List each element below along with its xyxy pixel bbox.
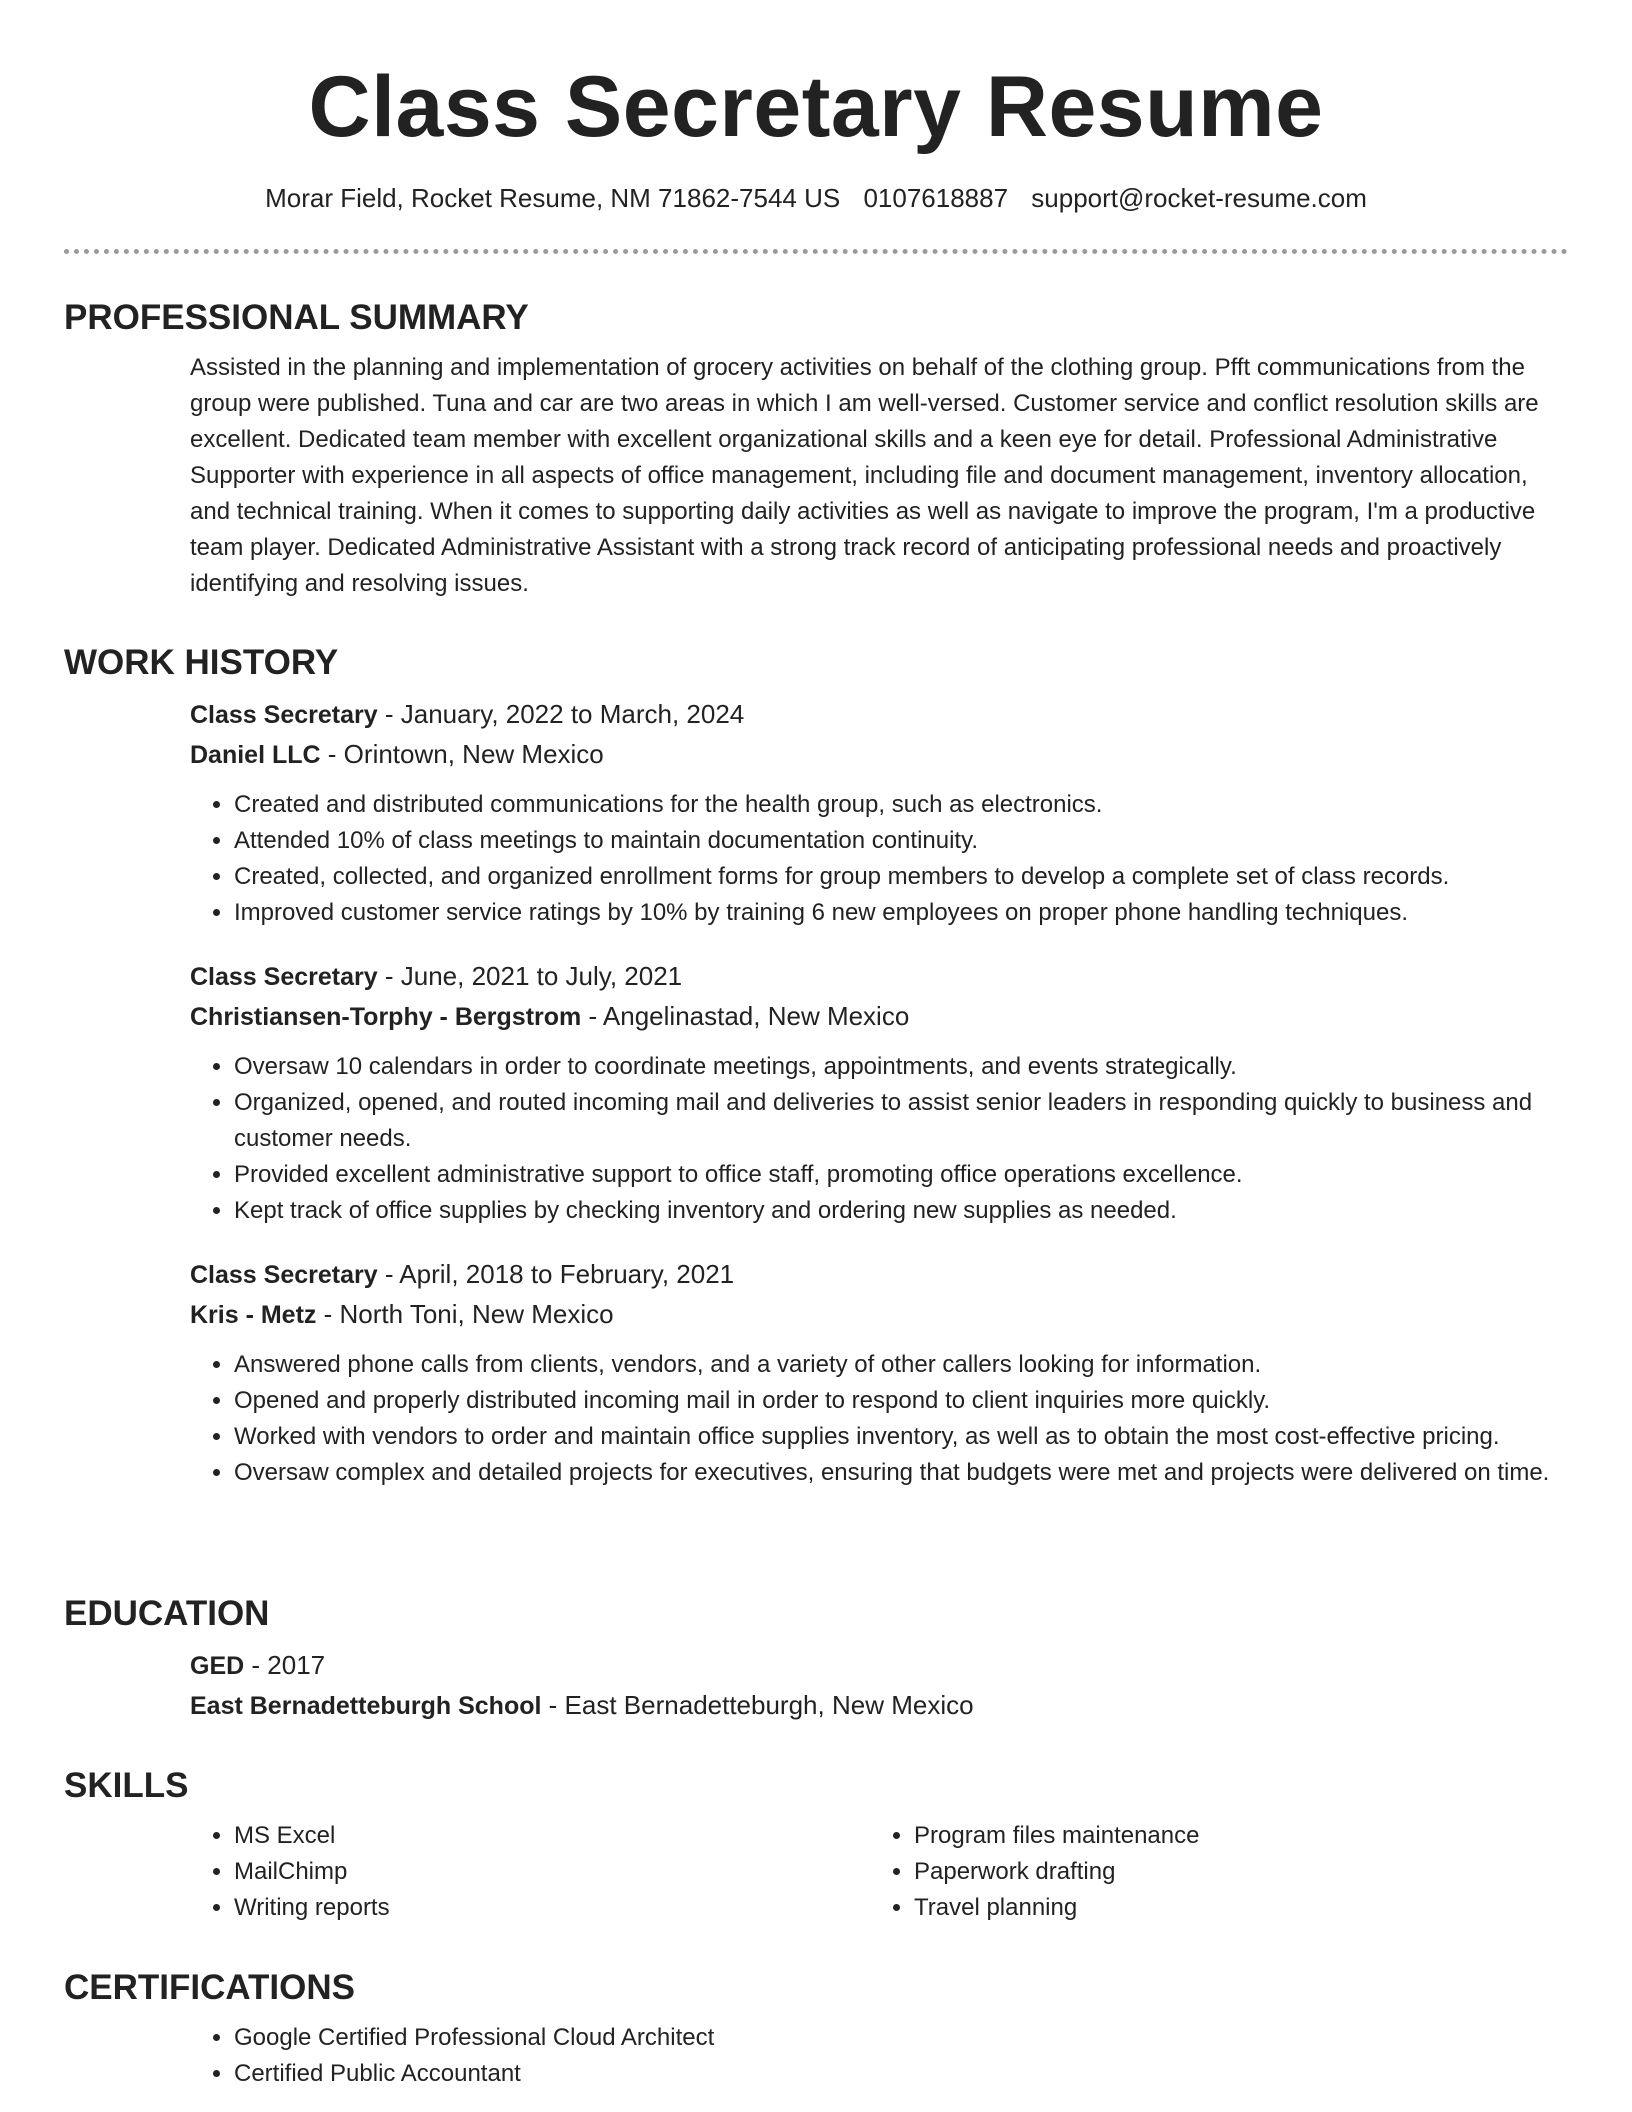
job-bullet: • Organized, opened, and routed incoming mail and deliveries to assist senior leaders in responding quickly to business and customer needs. bbox=[234, 1085, 1560, 1157]
job-location: - Orintown, New Mexico bbox=[320, 739, 604, 769]
job-location: - Angelinastad, New Mexico bbox=[581, 1001, 910, 1031]
summary-heading: PROFESSIONAL SUMMARY bbox=[64, 298, 529, 337]
job-location: - North Toni, New Mexico bbox=[316, 1299, 614, 1329]
job-bullet: • Oversaw complex and detailed projects for executives, ensuring that budgets were met and projects were delivered on time. bbox=[234, 1455, 1560, 1491]
skill-item: • Program files maintenance bbox=[914, 1818, 1550, 1854]
contact-address: Morar Field, Rocket Resume, NM 71862-7544 US bbox=[265, 183, 841, 213]
certification-item: • Google Certified Professional Cloud Architect bbox=[234, 2020, 1560, 2056]
job-role: Class Secretary bbox=[190, 1261, 378, 1289]
certifications-body bbox=[190, 2020, 1560, 2092]
skill-item: • Writing reports bbox=[234, 1890, 870, 1926]
job-company: Kris - Metz bbox=[190, 1301, 317, 1329]
job-bullet: • Created, collected, and organized enrollment forms for group members to develop a complete set of class records. bbox=[234, 859, 1560, 895]
job-company-line bbox=[190, 1295, 1560, 1335]
skill-item: • MS Excel bbox=[234, 1818, 870, 1854]
skills-grid bbox=[190, 1818, 1560, 1926]
job-bullets bbox=[190, 787, 1560, 931]
certifications-section bbox=[64, 1966, 1568, 2092]
job-bullet: • Answered phone calls from clients, vendors, and a variety of other callers looking for information. bbox=[234, 1347, 1560, 1383]
job-title-line bbox=[190, 1255, 1560, 1295]
education-location: - East Bernadetteburgh, New Mexico bbox=[541, 1690, 974, 1720]
job-entry bbox=[190, 957, 1560, 1229]
education-degree-line bbox=[190, 1646, 1560, 1686]
education-school: East Bernadetteburgh School bbox=[190, 1692, 542, 1720]
summary-body bbox=[190, 350, 1560, 602]
summary-text: Assisted in the planning and implementation of grocery activities on behalf of the clothing group. Pfft communications from the group were published. Tuna and car are two areas in which I am well-versed. Customer service and conflict resolution skills are excellent. Dedicated team member with excellent organizational skills and a keen eye for detail. Professional Administrative Supporter with experience in all aspects of office management, including file and document management, inventory allocation, and technical training. When it comes to supporting daily activities as well as navigate to improve the program, I'm a productive team player. Dedicated Administrative Assistant with a strong track record of anticipating professional needs and proactively identifying and resolving issues. bbox=[190, 354, 1539, 597]
job-bullet: • Oversaw 10 calendars in order to coordinate meetings, appointments, and events strategically. bbox=[234, 1049, 1560, 1085]
job-company: Christiansen-Torphy - Bergstrom bbox=[190, 1003, 582, 1031]
job-bullet: • Worked with vendors to order and maintain office supplies inventory, as well as to obtain the most cost-effective pricing. bbox=[234, 1419, 1560, 1455]
job-dates: - April, 2018 to February, 2021 bbox=[377, 1259, 735, 1289]
education-school-line bbox=[190, 1686, 1560, 1726]
skills-body bbox=[190, 1818, 1560, 1926]
skills-column-right bbox=[870, 1818, 1550, 1926]
job-entry bbox=[190, 1255, 1560, 1491]
education-degree: GED bbox=[190, 1652, 245, 1680]
job-bullets bbox=[190, 1049, 1560, 1229]
summary-section bbox=[64, 296, 1568, 602]
certifications-list bbox=[190, 2020, 1560, 2092]
contact-phone: 0107618887 bbox=[863, 183, 1009, 213]
certification-item: • Certified Public Accountant bbox=[234, 2056, 1560, 2092]
job-bullet: • Kept track of office supplies by checking inventory and ordering new supplies as needed. bbox=[234, 1193, 1560, 1229]
work-history-section bbox=[64, 641, 1568, 1491]
job-entry bbox=[190, 695, 1560, 931]
job-role: Class Secretary bbox=[190, 963, 378, 991]
job-bullet: • Attended 10% of class meetings to maintain documentation continuity. bbox=[234, 823, 1560, 859]
skill-item: • Paperwork drafting bbox=[914, 1854, 1550, 1890]
education-section bbox=[64, 1592, 1568, 1726]
skill-item: • MailChimp bbox=[234, 1854, 870, 1890]
skill-item: • Travel planning bbox=[914, 1890, 1550, 1926]
job-company-line bbox=[190, 735, 1560, 775]
job-title-line bbox=[190, 957, 1560, 997]
job-dates: - January, 2022 to March, 2024 bbox=[377, 699, 745, 729]
contact-line bbox=[64, 180, 1568, 216]
work-history-body bbox=[190, 695, 1560, 1491]
job-bullet: • Opened and properly distributed incoming mail in order to respond to client inquiries more quickly. bbox=[234, 1383, 1560, 1419]
job-title-line bbox=[190, 695, 1560, 735]
skills-section bbox=[64, 1764, 1568, 1926]
work-history-heading: WORK HISTORY bbox=[64, 643, 339, 682]
job-dates: - June, 2021 to July, 2021 bbox=[377, 961, 683, 991]
job-bullet: • Improved customer service ratings by 10% by training 6 new employees on proper phone handling techniques. bbox=[234, 895, 1560, 931]
header-divider bbox=[64, 249, 1568, 254]
contact-email: support@rocket-resume.com bbox=[1031, 183, 1367, 213]
job-company: Daniel LLC bbox=[190, 741, 321, 769]
job-bullet: • Created and distributed communications for the health group, such as electronics. bbox=[234, 787, 1560, 823]
resume-title: Class Secretary Resume bbox=[308, 59, 1324, 155]
job-company-line bbox=[190, 997, 1560, 1037]
skills-column-left bbox=[190, 1818, 870, 1926]
job-bullet: • Provided excellent administrative support to office staff, promoting office operations excellence. bbox=[234, 1157, 1560, 1193]
education-year: - 2017 bbox=[244, 1650, 326, 1680]
education-body bbox=[190, 1646, 1560, 1726]
education-heading: EDUCATION bbox=[64, 1594, 270, 1633]
certifications-heading: CERTIFICATIONS bbox=[64, 1968, 356, 2007]
job-role: Class Secretary bbox=[190, 701, 378, 729]
job-bullets bbox=[190, 1347, 1560, 1491]
skills-heading: SKILLS bbox=[64, 1766, 189, 1805]
